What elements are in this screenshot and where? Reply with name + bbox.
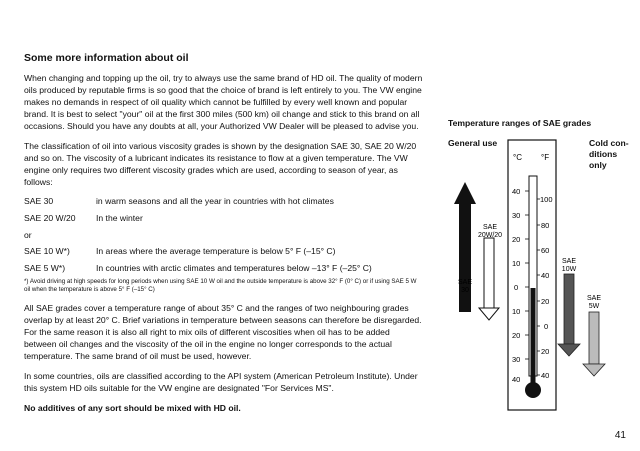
sae2020-label: SAE: [482, 224, 498, 231]
paragraph-ranges: All SAE grades cover a temperature range of about 35° C and the ranges of two neighbouring grades overlap by at least 20° C. Brief variations in temperature between seasons can therefore be disregarded. For the same reason it is also all right to mix oils of different viscosities when oil has to be added between oil changes and the viscosity of the oil in the engine no longer corresponds to the actual temperature. The same brand of oil must be used, however.: [24, 303, 422, 361]
section-heading: Some more information about oil: [24, 52, 189, 64]
sae10w-arrow-head: [558, 344, 580, 356]
fahrenheit-tick-label: 20: [541, 297, 550, 306]
sae30-arrow-body: [459, 204, 471, 312]
fahrenheit-tick-label: 40: [541, 271, 550, 280]
grade-description: in warm seasons and all the year in countries with hot climates: [96, 196, 334, 206]
sae5w-arrow-body: [589, 312, 599, 364]
sae2020-arrow-body: [484, 238, 494, 308]
celsius-tick-label: 10: [512, 307, 521, 316]
or-label: or: [24, 230, 32, 240]
celsius-tick-label: 30: [512, 211, 521, 220]
paragraph-brand: When changing and topping up the oil, try to always use the same brand of HD oil. The quality of modern oils produced by reputable firms is so good that the choice of brand is left entirely to you. The VW engine makes no demands in respect of oil quality which cannot be fulfilled by every well known and popular brand. It is best to select "your" oil at the first 300 miles (500 km) oil change and stick to this brand on all occasions. Should you have any doubts at all, your Authorized VW Dealer will be pleased to advise you.: [24, 73, 423, 131]
page-number: 41: [614, 430, 626, 441]
grade-row: [24, 196, 424, 207]
grade-row: [24, 213, 424, 224]
unit-fahrenheit: °F: [541, 153, 550, 162]
grade-name: SAE 10 W*): [24, 246, 70, 256]
cold-conditions-label: Cold con-ditions only: [589, 138, 629, 170]
sae10w-arrow-body: [564, 274, 574, 344]
footnote: *) Avoid driving at high speeds for long periods when using SAE 10 W oil and the outside temperature is above 32° F (0° C) or if using SAE 5 W oil when the temperature is above 5° F (–15° C): [24, 278, 417, 293]
grade-row: [24, 263, 424, 274]
sae5w-label: 5W: [588, 303, 600, 310]
unit-celsius: °C: [513, 153, 522, 162]
fahrenheit-tick-label: 100: [540, 195, 553, 204]
fahrenheit-tick-label: 80: [541, 221, 550, 230]
paragraph-additives: No additives of any sort should be mixed with HD oil.: [24, 403, 241, 413]
grade-list: [24, 196, 424, 274]
celsius-tick-label: 10: [512, 259, 521, 268]
celsius-tick-label: 30: [512, 355, 521, 364]
grade-description: In areas where the average temperature is below 5° F (–15° C): [96, 246, 336, 256]
grade-name: SAE 5 W*): [24, 263, 66, 273]
celsius-tick-label: 40: [512, 187, 521, 196]
celsius-tick-label: 20: [512, 235, 521, 244]
sae10w-label: 10W: [561, 266, 577, 273]
fahrenheit-tick-label: 40: [541, 371, 550, 380]
celsius-tick-label: 0: [514, 283, 519, 292]
sae2020-arrow-head: [479, 308, 499, 320]
sae30-label: SAE: [457, 279, 473, 286]
grade-name: SAE 30: [24, 196, 54, 206]
sae2020-label: 20W/20: [477, 232, 503, 239]
grade-description: In countries with arctic climates and temperatures below –13° F (–25° C): [96, 263, 372, 273]
celsius-tick-label: 40: [512, 375, 521, 384]
thermometer-mercury: [531, 288, 536, 388]
grade-description: In the winter: [96, 213, 143, 223]
temperature-figure: [448, 118, 629, 418]
thermometer-diagram: [448, 118, 618, 418]
general-use-label: General use: [448, 138, 498, 148]
sae5w-label: SAE: [586, 295, 602, 302]
sae30-arrow-head: [454, 182, 476, 204]
fahrenheit-tick-label: 20: [541, 347, 550, 356]
grade-row: [24, 246, 424, 257]
figure-title: Temperature ranges of SAE grades: [448, 118, 592, 128]
sae5w-arrow-head: [583, 364, 605, 376]
grade-name: SAE 20 W/20: [24, 213, 76, 223]
fahrenheit-tick-label: 0: [544, 322, 549, 331]
paragraph-api: In some countries, oils are classified according to the API system (American Petroleum Institute). Under this system HD oils suitable for the VW engine are designated "For Services MS".: [24, 371, 418, 393]
sae30-label: 30: [461, 287, 469, 294]
celsius-tick-label: 20: [512, 331, 521, 340]
paragraph-classification: The classification of oil into various viscosity grades is shown by the designation SAE 30, SAE 20 W/20 and so on. The viscosity of a lubricant indicates its resistance to flow at a given temperature. The VW engine only requires two different viscosity grades which are used, according to season of year, as follows:: [24, 141, 417, 187]
fahrenheit-tick-label: 60: [541, 246, 550, 255]
sae10w-label: SAE: [561, 258, 577, 265]
main-text: [24, 52, 424, 422]
